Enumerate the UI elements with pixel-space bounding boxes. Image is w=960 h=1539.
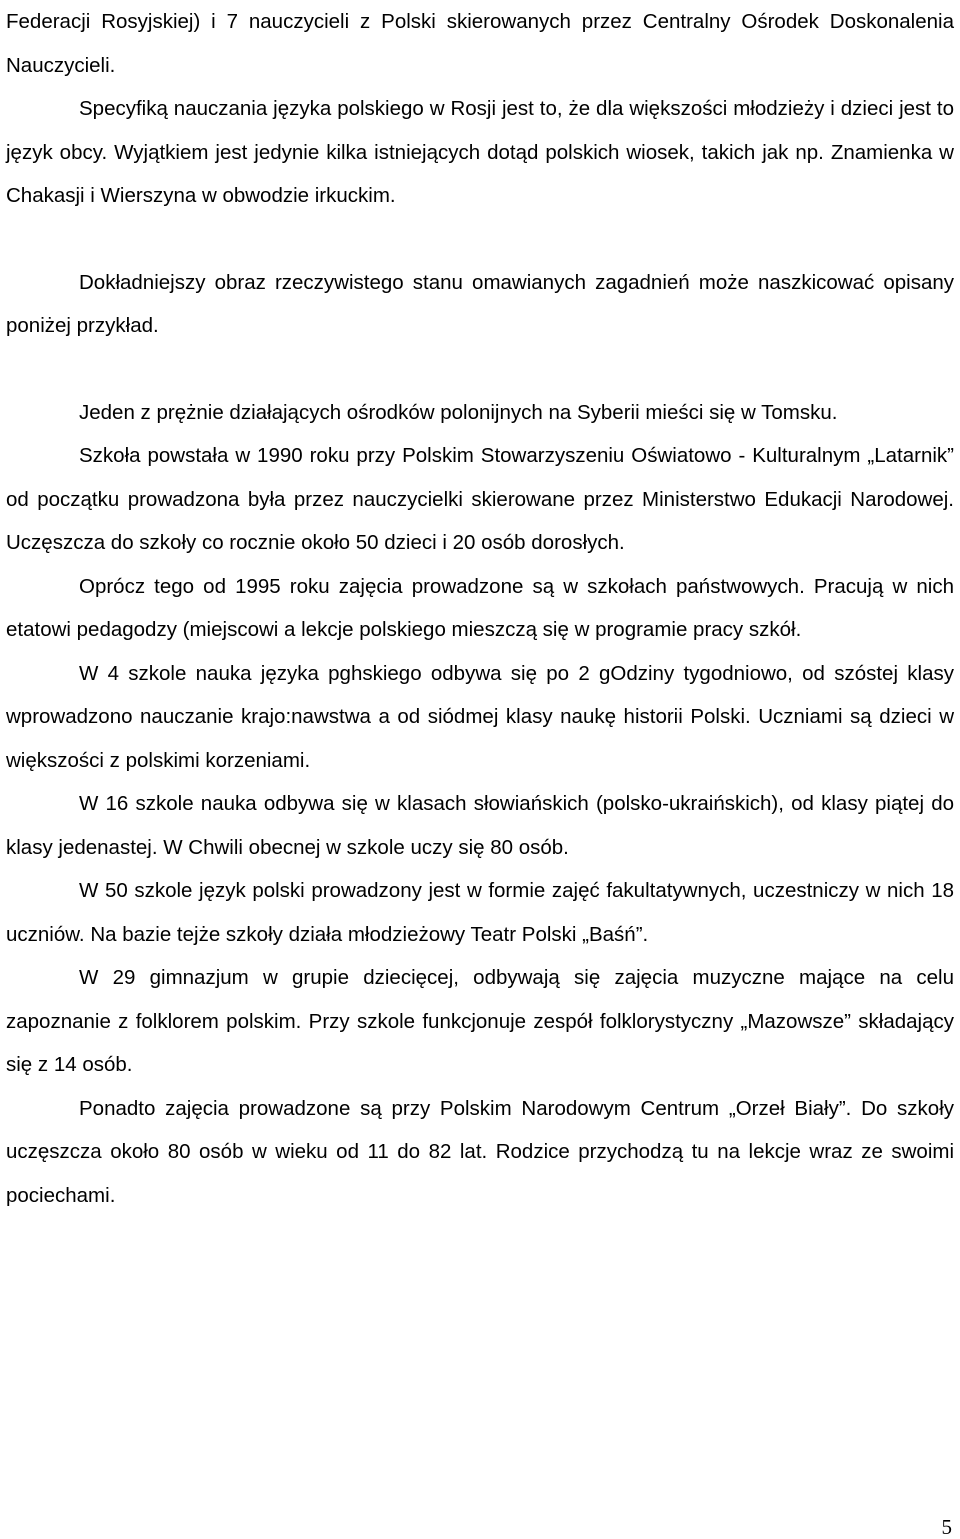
paragraph-specyfika: Specyfiką nauczania języka polskiego w Rosji jest to, że dla większości młodzieży i dzieci jest to język obcy. Wyjątkiem jest jedynie kilka istniejących dotąd polskich wiosek, takich jak np. Znamienka w Chakasji i Wierszyna w obwodzie irkuckim. [6, 97, 954, 207]
paragraph-gimnazjum-29: W 29 gimnazjum w grupie dziecięcej, odbywają się zajęcia muzyczne mające na celu zapoznanie z folklorem polskim. Przy szkole funkcjonuje zespół folklorystyczny „Mazowsze” składający się z 14 osób. [6, 966, 954, 1076]
paragraph-szkoly-panstwowe: Oprócz tego od 1995 roku zajęcia prowadzone są w szkołach państwowych. Pracują w nich etatowi pedagodzy (miejscowi a lekcje polskiego mieszczą się w programie pracy szkół. [6, 574, 954, 641]
paragraph-tomsk: Jeden z prężnie działających ośrodków polonijnych na Syberii mieści się w Tomsku. [79, 400, 838, 424]
paragraph-dokladniejszy-obraz: Dokładniejszy obraz rzeczywistego stanu omawianych zagadnień może naszkicować opisany poniżej przykład. [6, 270, 954, 337]
paragraph-szkola-4: W 4 szkole nauka języka pghskiego odbywa się po 2 gOdziny tygodniowo, od szóstej klasy wprowadzono nauczanie krajo:nawstwa a od siódmej klasy naukę historii Polski. Uczniami są dzieci w większości z polskimi korzeniami. [6, 661, 954, 772]
paragraph-szkola-50: W 50 szkole język polski prowadzony jest w formie zajęć fakultatywnych, uczestniczy w nich 18 uczniów. Na bazie tejże szkoły działa młodzieżowy Teatr Polski „Baśń”. [6, 879, 954, 946]
document-body [6, 0, 954, 1217]
paragraph-szkola-latarnik: Szkoła powstała w 1990 roku przy Polskim Stowarzyszeniu Oświatowo - Kulturalnym „Latarnik” od początku prowadzona była przez nauczycielki skierowane przez Ministerstwo Edukacji Narodowej. Uczęszcza do szkoły co rocznie około 50 dzieci i 20 osób dorosłych. [6, 444, 954, 554]
paragraph-orzel-bialy: Ponadto zajęcia prowadzone są przy Polskim Narodowym Centrum „Orzeł Biały”. Do szkoły uczęszcza około 80 osób w wieku od 11 do 82 lat. Rodzice przychodzą tu na lekcje wraz ze swoimi pociechami. [6, 1096, 954, 1207]
paragraph-continuation: Federacji Rosyjskiej) i 7 nauczycieli z Polski skierowanych przez Centralny Ośrodek Doskonalenia Nauczycieli. [6, 10, 954, 77]
paragraph-szkola-16: W 16 szkole nauka odbywa się w klasach słowiańskich (polsko-ukraińskich), od klasy piątej do klasy jedenastej. W Chwili obecnej w szkole uczy się 80 osób. [6, 792, 954, 859]
page-number: 5 [941, 1515, 952, 1539]
